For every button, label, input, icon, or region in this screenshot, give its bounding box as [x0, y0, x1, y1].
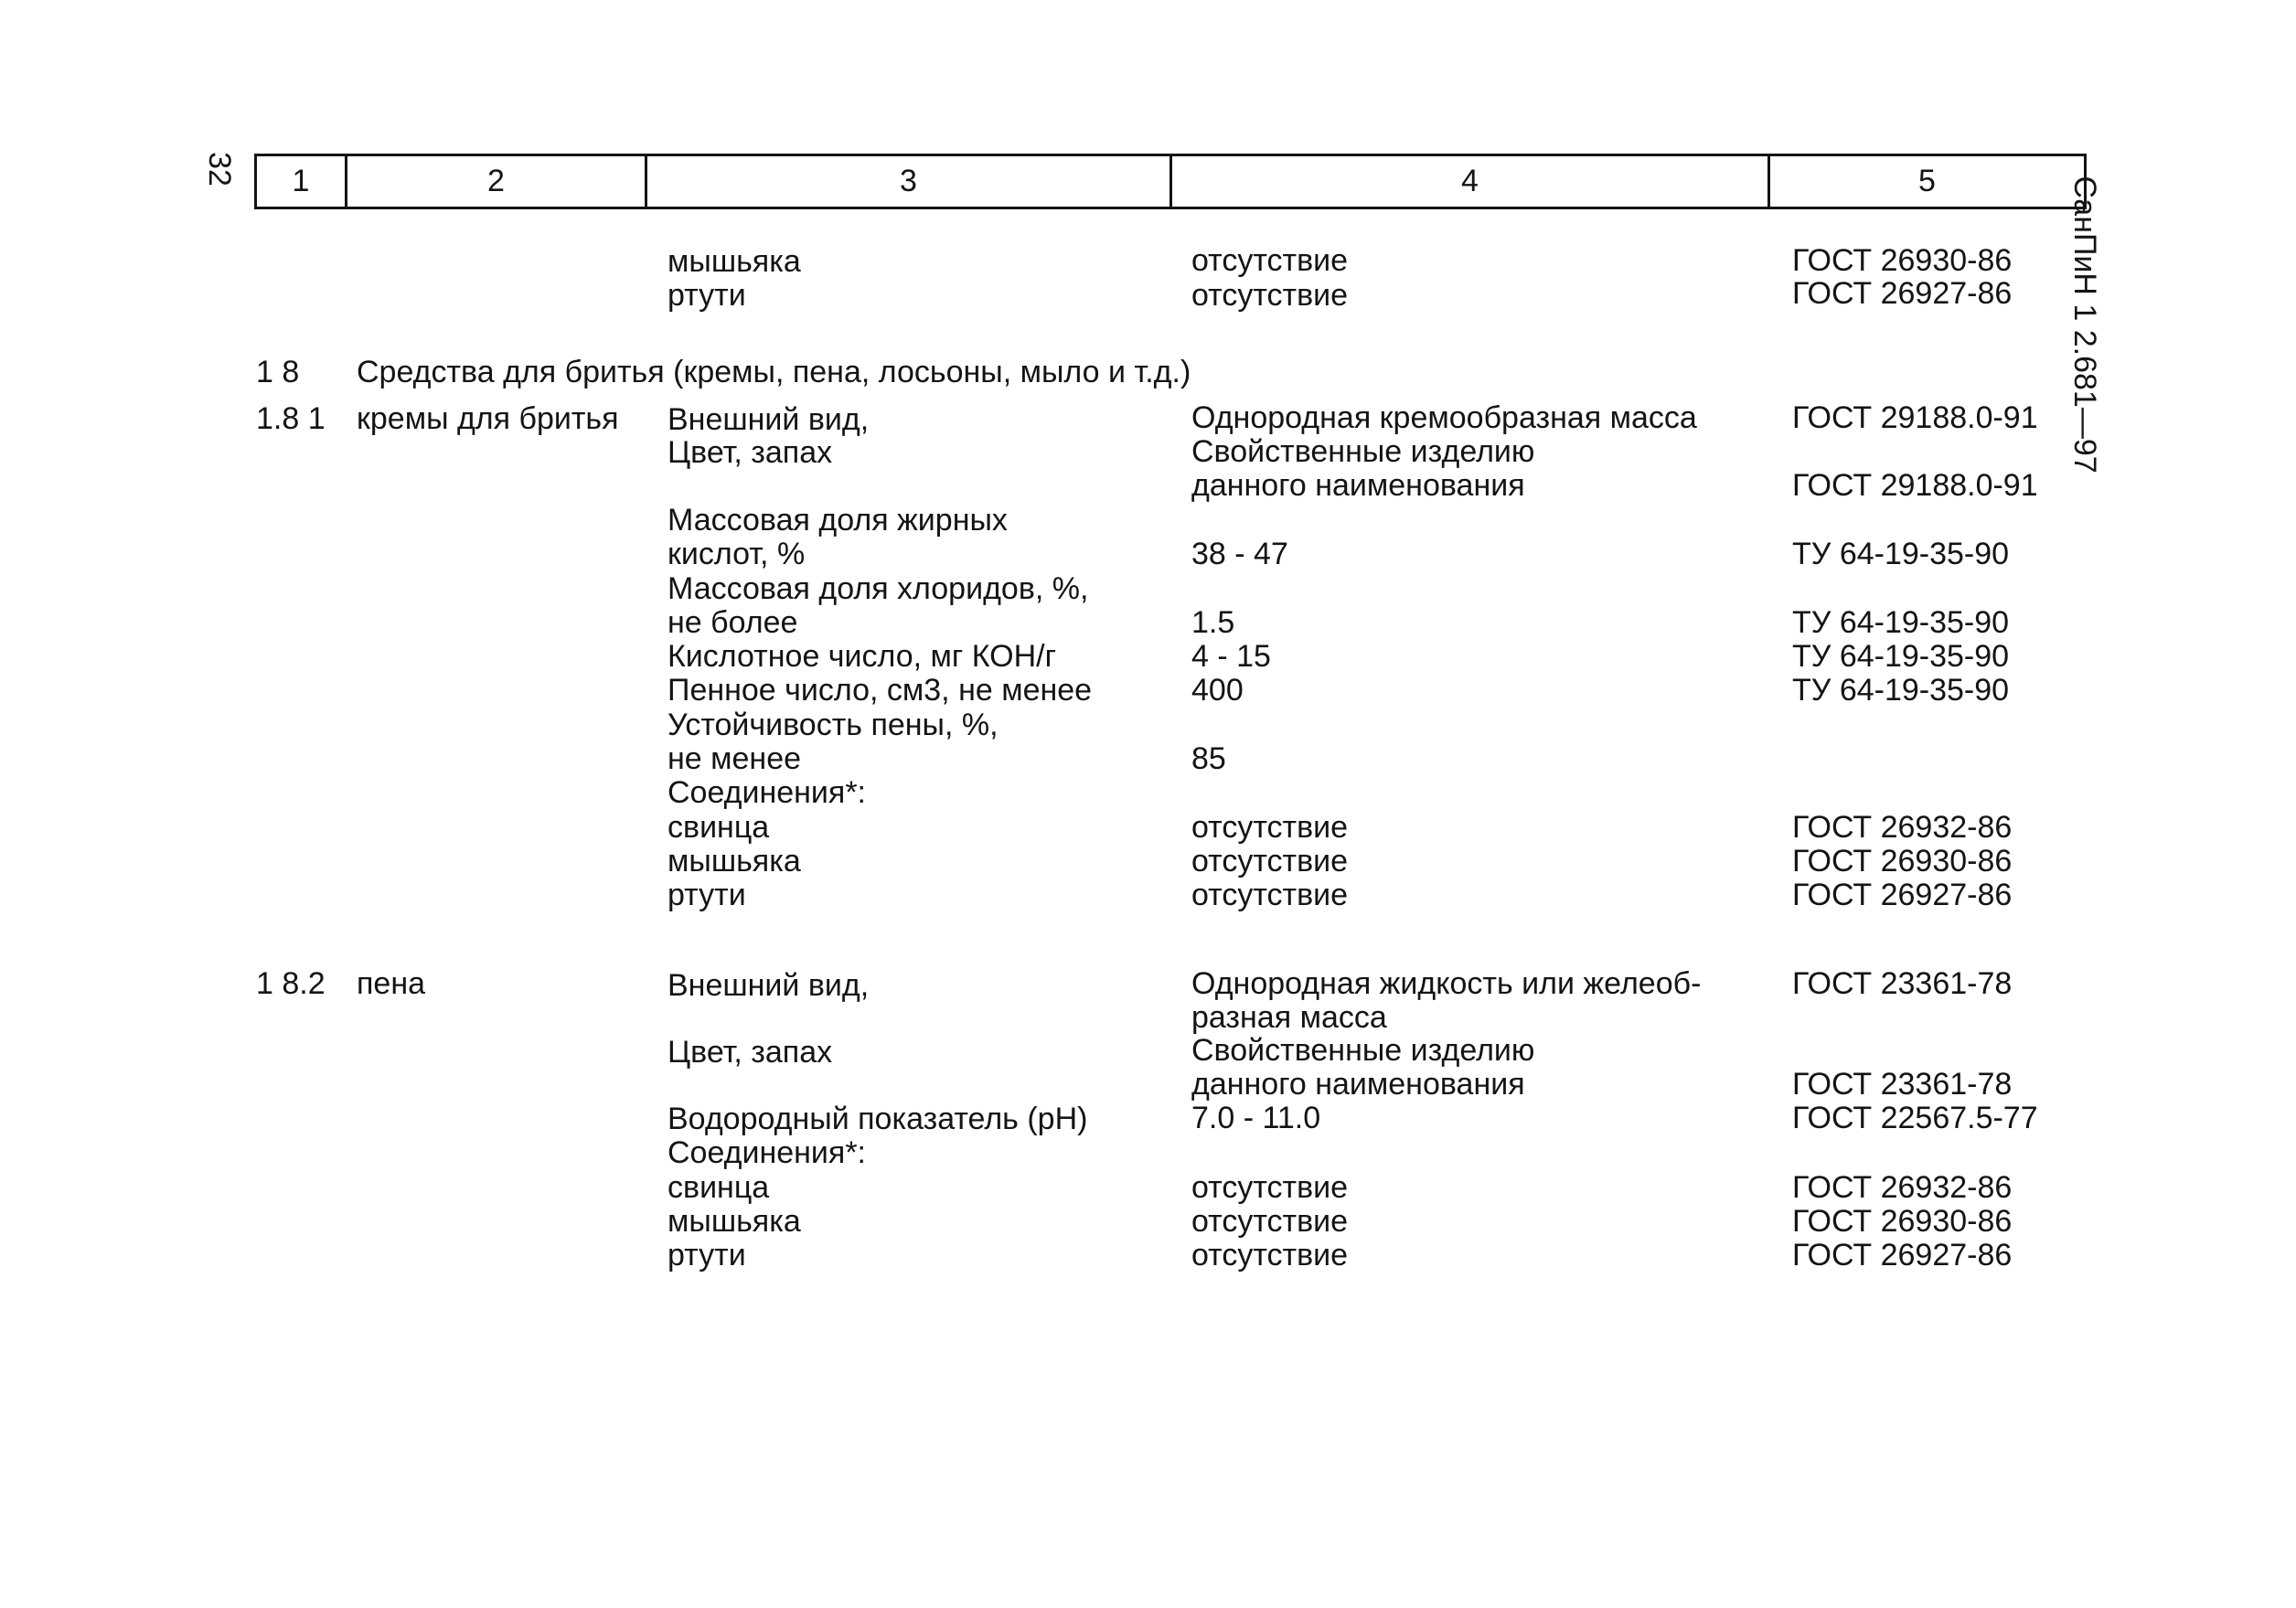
method-cell: ГОСТ 23361-78 [1792, 966, 2013, 1001]
product-name: пена [357, 966, 426, 1001]
indicator-cell: Устойчивость пены, %, [667, 708, 998, 742]
indicator-cell: ртути [667, 878, 746, 912]
indicator-cell: Водородный показатель (pH) [667, 1102, 1088, 1136]
indicator-cell: не менее [667, 741, 802, 776]
value-cell: отсутствие [1191, 878, 1349, 912]
column-header-3: 3 [645, 156, 1169, 207]
method-cell: ГОСТ 26930-86 [1792, 243, 2013, 278]
indicator-cell: свинца [667, 1170, 770, 1205]
page-number: 32 [202, 152, 237, 186]
indicator-cell: Кислотное число, мг КОН/г [667, 639, 1057, 674]
indicator-cell: Массовая доля жирных [667, 503, 1008, 538]
method-cell: ГОСТ 22567.5-77 [1792, 1101, 2038, 1135]
method-cell: ГОСТ 26927-86 [1792, 276, 2013, 311]
value-cell: Свойственные изделию [1191, 434, 1535, 469]
indicator-cell: Внешний вид, [667, 968, 870, 1003]
indicator-cell: свинца [667, 810, 770, 845]
value-cell: 4 - 15 [1191, 639, 1271, 674]
method-cell: ГОСТ 26932-86 [1792, 1170, 2013, 1205]
method-cell: ТУ 64-19-35-90 [1792, 673, 2010, 708]
method-cell: ГОСТ 29188.0-91 [1792, 400, 2038, 435]
method-cell: ТУ 64-19-35-90 [1792, 605, 2010, 640]
indicator-cell: Массовая доля хлоридов, %, [667, 571, 1089, 606]
running-title: СанПиН 1 2.681—97 [2067, 176, 2102, 474]
value-cell: 1.5 [1191, 605, 1235, 640]
column-header-2: 2 [345, 156, 645, 207]
subsection-number: 1.8 1 [256, 401, 326, 436]
method-cell: ГОСТ 23361-78 [1792, 1067, 2013, 1102]
value-cell: отсутствие [1191, 1238, 1349, 1273]
value-cell: Свойственные изделию [1191, 1033, 1535, 1068]
indicator-cell: мышьяка [667, 244, 801, 279]
value-cell: отсутствие [1191, 1170, 1349, 1205]
value-cell: отсутствие [1191, 1204, 1349, 1239]
value-cell: Однородная кремообразная масса [1191, 400, 1697, 435]
value-cell: 7.0 - 11.0 [1191, 1101, 1321, 1135]
method-cell: ГОСТ 26930-86 [1792, 844, 2013, 879]
value-cell: 85 [1191, 741, 1226, 776]
column-header-row [254, 154, 2087, 209]
indicator-cell: Внешний вид, [667, 402, 870, 437]
method-cell: ГОСТ 26927-86 [1792, 1238, 2013, 1273]
method-cell: ГОСТ 29188.0-91 [1792, 468, 2038, 503]
value-cell: Однородная жидкость или желеоб- [1191, 966, 1702, 1001]
column-header-1: 1 [292, 164, 310, 198]
section-title: Средства для бритья (кремы, пена, лосьоны, мыло и т.д.) [357, 355, 1191, 389]
subsection-number: 1 8.2 [256, 966, 326, 1001]
method-cell: ГОСТ 26927-86 [1792, 878, 2013, 912]
value-cell: отсутствие [1191, 278, 1349, 313]
indicator-cell: Соединения*: [667, 775, 866, 810]
indicator-cell: ртути [667, 1238, 746, 1273]
value-cell: 400 [1191, 673, 1244, 708]
column-header-4: 4 [1169, 156, 1767, 207]
product-name: кремы для бритья [357, 401, 619, 436]
value-cell: данного наименования [1191, 468, 1525, 503]
method-cell: ГОСТ 26930-86 [1792, 1204, 2013, 1239]
value-cell: отсутствие [1191, 844, 1349, 879]
indicator-cell: Цвет, запах [667, 435, 833, 470]
method-cell: ТУ 64-19-35-90 [1792, 639, 2010, 674]
indicator-cell: не более [667, 605, 798, 640]
indicator-cell: Соединения*: [667, 1135, 866, 1170]
section-number: 1 8 [256, 355, 300, 389]
value-cell: разная масса [1191, 1000, 1387, 1035]
method-cell: ГОСТ 26932-86 [1792, 810, 2013, 845]
value-cell: отсутствие [1191, 243, 1349, 278]
value-cell: данного наименования [1191, 1067, 1525, 1102]
column-header-5: 5 [1767, 156, 2084, 207]
indicator-cell: Цвет, запах [667, 1035, 833, 1070]
value-cell: 38 - 47 [1191, 537, 1288, 571]
method-cell: ТУ 64-19-35-90 [1792, 537, 2010, 571]
indicator-cell: ртути [667, 278, 746, 313]
indicator-cell: мышьяка [667, 1204, 801, 1239]
indicator-cell: кислот, % [667, 537, 806, 571]
value-cell: отсутствие [1191, 810, 1349, 845]
indicator-cell: Пенное число, см3, не менее [667, 673, 1093, 708]
indicator-cell: мышьяка [667, 844, 801, 879]
